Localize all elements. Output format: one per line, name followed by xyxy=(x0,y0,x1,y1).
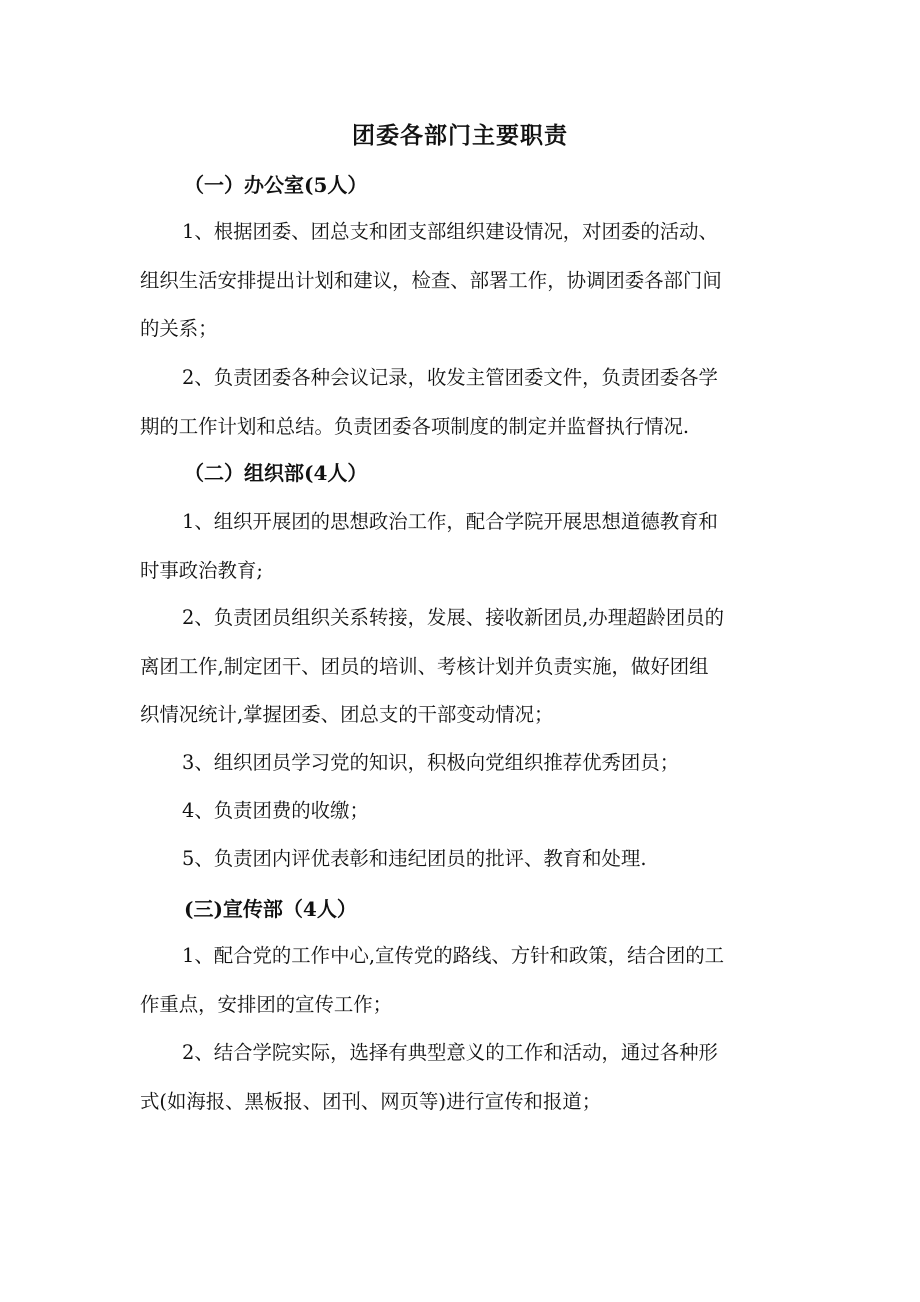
text-line: 2、负责团员组织关系转接，发展、接收新团员,办理超龄团员的 xyxy=(182,606,725,629)
text-line: 离团工作,制定团干、团员的培训、考核计划并负责实施，做好团组 xyxy=(140,654,709,678)
publicity-duty-1 xyxy=(140,932,780,1029)
text-line: 织情况统计,掌握团委、团总支的干部变动情况； xyxy=(140,703,554,726)
text-line: 1、配合党的工作中心,宣传党的路线、方针和政策，结合团的工 xyxy=(182,944,725,967)
text-line: 3、组织团员学习党的知识，积极向党组织推荐优秀团员； xyxy=(182,751,680,774)
organization-duty-3 xyxy=(140,739,780,788)
text-line: 4、负责团费的收缴； xyxy=(182,799,369,822)
organization-duty-5 xyxy=(140,835,780,884)
office-duty-2 xyxy=(140,354,780,451)
document-title: 团委各部门主要职责 xyxy=(352,122,568,149)
text-line: 1、组织开展团的思想政治工作，配合学院开展思想道德教育和 xyxy=(182,510,718,533)
organization-duty-2 xyxy=(140,594,780,740)
organization-duty-1 xyxy=(140,498,780,595)
organization-duty-4 xyxy=(140,787,780,836)
text-line: 5、负责团内评优表彰和违纪团员的批评、教育和处理. xyxy=(182,847,647,870)
office-duty-1 xyxy=(140,208,780,354)
text-line: 作重点，安排团的宣传工作； xyxy=(140,992,393,1016)
text-line: 2、结合学院实际，选择有典型意义的工作和活动，通过各种形 xyxy=(182,1041,718,1064)
text-line: 期的工作计划和总结。负责团委各项制度的制定并监督执行情况. xyxy=(140,414,690,438)
text-line: 式(如海报、黑板报、团刊、网页等)进行宣传和报道； xyxy=(140,1089,602,1113)
publicity-duty-2 xyxy=(140,1029,780,1126)
text-line: 2、负责团委各种会议记录，收发主管团委文件，负责团委各学 xyxy=(182,366,718,389)
section-heading-office: （一）办公室(5人） xyxy=(184,173,368,197)
section-heading-organization: （二）组织部(4人） xyxy=(184,461,368,485)
text-line: 的关系； xyxy=(140,317,218,340)
text-line: 组织生活安排提出计划和建议，检查、部署工作，协调团委各部门间 xyxy=(140,268,722,292)
section-heading-publicity: (三)宣传部（4人） xyxy=(184,897,357,921)
text-line: 1、根据团委、团总支和团支部组织建设情况，对团委的活动、 xyxy=(182,220,718,243)
text-line: 时事政治教育; xyxy=(140,558,263,582)
